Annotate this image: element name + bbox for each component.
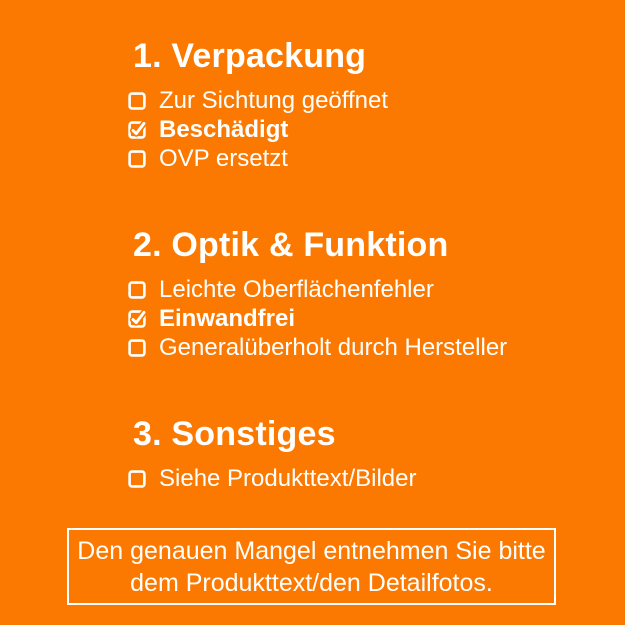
checklist-item	[127, 115, 605, 144]
checkbox-unchecked-icon	[127, 469, 147, 489]
checklist-item	[127, 333, 605, 362]
checklist-content	[127, 38, 605, 493]
checklist-item	[127, 86, 605, 115]
checklist-item	[127, 464, 605, 493]
section-optik-funktion	[127, 227, 605, 362]
item-label: Beschädigt	[159, 116, 289, 143]
section-title-verpackung: 1. Verpackung	[133, 37, 367, 75]
checklist-item	[127, 144, 605, 173]
note-box	[67, 528, 556, 605]
section-title-optik-funktion: 2. Optik & Funktion	[133, 226, 449, 264]
checkbox-checked-icon	[127, 309, 147, 329]
item-label: Zur Sichtung geöffnet	[159, 87, 389, 114]
note-line-1: Den genauen Mangel entnehmen Sie bitte	[77, 536, 546, 565]
item-label: Siehe Produkttext/Bilder	[159, 465, 417, 492]
checkbox-unchecked-icon	[127, 280, 147, 300]
checkbox-checked-icon	[127, 120, 147, 140]
section-title-sonstiges: 3. Sonstiges	[133, 415, 336, 453]
item-label: Generalüberholt durch Hersteller	[159, 334, 508, 361]
note-line-2: dem Produkttext/den Detailfotos.	[130, 568, 493, 597]
item-label: Leichte Oberflächenfehler	[159, 276, 434, 303]
item-label: OVP ersetzt	[159, 145, 288, 172]
item-label: Einwandfrei	[159, 305, 296, 332]
checklist-item	[127, 304, 605, 333]
section-verpackung	[127, 38, 605, 173]
checkbox-unchecked-icon	[127, 91, 147, 111]
checklist-item	[127, 275, 605, 304]
checkbox-unchecked-icon	[127, 149, 147, 169]
section-sonstiges	[127, 416, 605, 493]
checkbox-unchecked-icon	[127, 338, 147, 358]
